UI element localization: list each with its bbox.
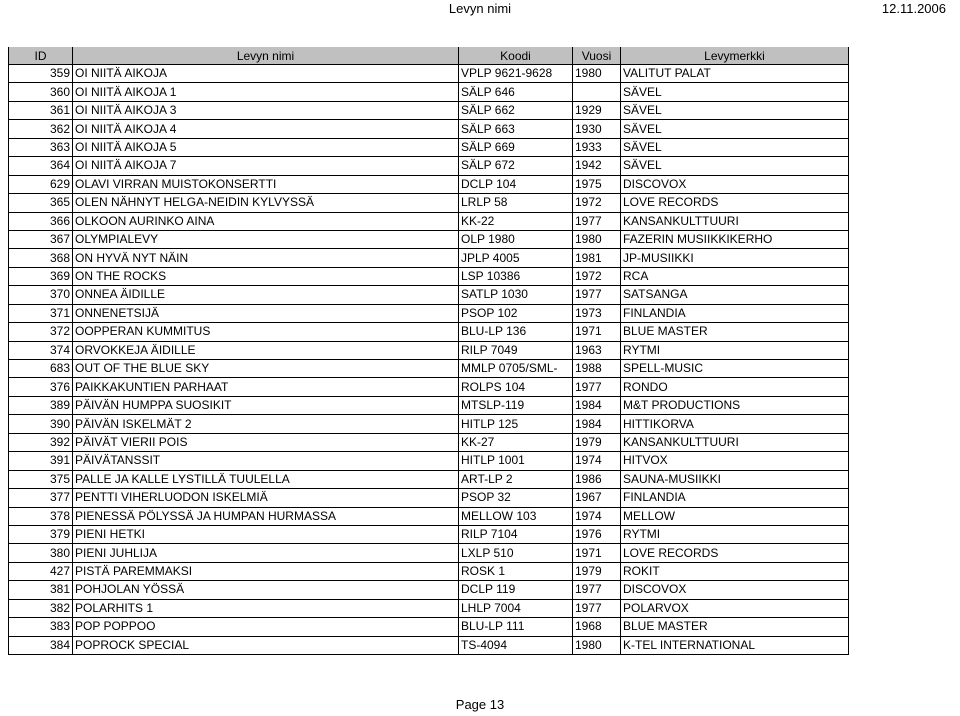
- table-row: [9, 101, 849, 119]
- cell-name: ORVOKKEJA ÄIDILLE: [73, 341, 459, 359]
- cell-code: ROLPS 104: [459, 378, 573, 396]
- cell-label: BLUE MASTER: [621, 618, 849, 636]
- cell-year: 1979: [573, 562, 621, 580]
- cell-code: TS-4094: [459, 636, 573, 654]
- cell-name: PISTÄ PAREMMAKSI: [73, 562, 459, 580]
- cell-year: 1977: [573, 599, 621, 617]
- cell-code: BLU-LP 111: [459, 618, 573, 636]
- cell-year: 1977: [573, 378, 621, 396]
- cell-name: ONNENETSIJÄ: [73, 304, 459, 322]
- cell-code: SÄLP 669: [459, 138, 573, 156]
- table-row: [9, 636, 849, 654]
- cell-id: 363: [9, 138, 73, 156]
- cell-year: 1967: [573, 489, 621, 507]
- table-row: [9, 581, 849, 599]
- page-header: [0, 0, 960, 20]
- cell-name: OOPPERAN KUMMITUS: [73, 323, 459, 341]
- table-row: [9, 194, 849, 212]
- cell-id: 360: [9, 83, 73, 101]
- cell-code: JPLP 4005: [459, 249, 573, 267]
- table-row: [9, 175, 849, 193]
- cell-id: 389: [9, 396, 73, 414]
- cell-id: 365: [9, 194, 73, 212]
- cell-label: SÄVEL: [621, 101, 849, 119]
- records-table: [8, 47, 849, 655]
- cell-code: DCLP 104: [459, 175, 573, 193]
- cell-code: OLP 1980: [459, 230, 573, 248]
- cell-name: OLKOON AURINKO AINA: [73, 212, 459, 230]
- table-row: [9, 525, 849, 543]
- cell-year: 1974: [573, 452, 621, 470]
- cell-label: FINLANDIA: [621, 304, 849, 322]
- cell-label: SATSANGA: [621, 286, 849, 304]
- cell-name: OI NIITÄ AIKOJA: [73, 65, 459, 83]
- table-row: [9, 157, 849, 175]
- cell-name: OLEN NÄHNYT HELGA-NEIDIN KYLVYSSÄ: [73, 194, 459, 212]
- cell-code: MTSLP-119: [459, 396, 573, 414]
- cell-year: 1974: [573, 507, 621, 525]
- cell-id: 362: [9, 120, 73, 138]
- table-row: [9, 120, 849, 138]
- table-row: [9, 433, 849, 451]
- cell-name: OI NIITÄ AIKOJA 5: [73, 138, 459, 156]
- cell-label: FINLANDIA: [621, 489, 849, 507]
- cell-code: KK-22: [459, 212, 573, 230]
- cell-label: POLARVOX: [621, 599, 849, 617]
- table-row: [9, 489, 849, 507]
- cell-name: POLARHITS 1: [73, 599, 459, 617]
- column-header-id: ID: [9, 47, 73, 65]
- table-row: [9, 83, 849, 101]
- cell-name: ON HYVÄ NYT NÄIN: [73, 249, 459, 267]
- page-footer: Page 13: [455, 697, 505, 712]
- cell-year: 1977: [573, 286, 621, 304]
- cell-code: ART-LP 2: [459, 470, 573, 488]
- cell-code: SATLP 1030: [459, 286, 573, 304]
- cell-code: PSOP 102: [459, 304, 573, 322]
- table-row: [9, 360, 849, 378]
- cell-id: 378: [9, 507, 73, 525]
- cell-code: SÄLP 662: [459, 101, 573, 119]
- cell-year: 1988: [573, 360, 621, 378]
- table-row: [9, 249, 849, 267]
- cell-id: 368: [9, 249, 73, 267]
- cell-code: LXLP 510: [459, 544, 573, 562]
- column-header-name: Levyn nimi: [73, 47, 459, 65]
- cell-name: OI NIITÄ AIKOJA 7: [73, 157, 459, 175]
- table-body: [9, 65, 849, 655]
- cell-code: LSP 10386: [459, 267, 573, 285]
- cell-name: POP POPPOO: [73, 618, 459, 636]
- cell-year: 1984: [573, 396, 621, 414]
- table-row: [9, 286, 849, 304]
- cell-id: 369: [9, 267, 73, 285]
- cell-name: PIENI JUHLIJA: [73, 544, 459, 562]
- cell-name: OUT OF THE BLUE SKY: [73, 360, 459, 378]
- cell-id: 376: [9, 378, 73, 396]
- cell-id: 371: [9, 304, 73, 322]
- cell-code: LRLP 58: [459, 194, 573, 212]
- cell-label: M&T PRODUCTIONS: [621, 396, 849, 414]
- cell-code: PSOP 32: [459, 489, 573, 507]
- cell-label: BLUE MASTER: [621, 323, 849, 341]
- cell-label: K-TEL INTERNATIONAL: [621, 636, 849, 654]
- column-header-year: Vuosi: [573, 47, 621, 65]
- cell-label: RYTMI: [621, 341, 849, 359]
- cell-id: 367: [9, 230, 73, 248]
- cell-code: BLU-LP 136: [459, 323, 573, 341]
- cell-year: 1973: [573, 304, 621, 322]
- cell-label: JP-MUSIIKKI: [621, 249, 849, 267]
- cell-id: 427: [9, 562, 73, 580]
- cell-name: ON THE ROCKS: [73, 267, 459, 285]
- cell-label: VALITUT PALAT: [621, 65, 849, 83]
- cell-id: 380: [9, 544, 73, 562]
- cell-id: 382: [9, 599, 73, 617]
- cell-label: LOVE RECORDS: [621, 544, 849, 562]
- cell-code: KK-27: [459, 433, 573, 451]
- cell-name: OLAVI VIRRAN MUISTOKONSERTTI: [73, 175, 459, 193]
- cell-name: PIENI HETKI: [73, 525, 459, 543]
- cell-year: 1980: [573, 230, 621, 248]
- cell-code: SÄLP 646: [459, 83, 573, 101]
- table-row: [9, 470, 849, 488]
- column-header-code: Koodi: [459, 47, 573, 65]
- cell-year: 1972: [573, 194, 621, 212]
- cell-id: 370: [9, 286, 73, 304]
- cell-id: 375: [9, 470, 73, 488]
- cell-code: HITLP 1001: [459, 452, 573, 470]
- cell-year: 1963: [573, 341, 621, 359]
- cell-label: RYTMI: [621, 525, 849, 543]
- cell-code: ROSK 1: [459, 562, 573, 580]
- cell-year: 1971: [573, 544, 621, 562]
- cell-name: POHJOLAN YÖSSÄ: [73, 581, 459, 599]
- table-row: [9, 452, 849, 470]
- cell-code: VPLP 9621-9628: [459, 65, 573, 83]
- cell-code: RILP 7104: [459, 525, 573, 543]
- cell-name: PENTTI VIHERLUODON ISKELMIÄ: [73, 489, 459, 507]
- cell-year: 1977: [573, 581, 621, 599]
- cell-year: 1975: [573, 175, 621, 193]
- cell-year: 1971: [573, 323, 621, 341]
- cell-code: HITLP 125: [459, 415, 573, 433]
- cell-id: 391: [9, 452, 73, 470]
- header-title: Levyn nimi: [448, 1, 512, 16]
- cell-id: 390: [9, 415, 73, 433]
- cell-year: 1981: [573, 249, 621, 267]
- cell-year: 1942: [573, 157, 621, 175]
- cell-label: DISCOVOX: [621, 175, 849, 193]
- cell-year: 1930: [573, 120, 621, 138]
- cell-year: 1980: [573, 65, 621, 83]
- table-row: [9, 65, 849, 83]
- cell-year: [573, 83, 621, 101]
- table-row: [9, 323, 849, 341]
- cell-id: 374: [9, 341, 73, 359]
- cell-id: 364: [9, 157, 73, 175]
- cell-year: 1976: [573, 525, 621, 543]
- cell-label: SÄVEL: [621, 120, 849, 138]
- cell-name: PÄIVÄT VIERII POIS: [73, 433, 459, 451]
- cell-label: LOVE RECORDS: [621, 194, 849, 212]
- table-row: [9, 415, 849, 433]
- cell-label: DISCOVOX: [621, 581, 849, 599]
- cell-id: 372: [9, 323, 73, 341]
- table-row: [9, 212, 849, 230]
- cell-code: DCLP 119: [459, 581, 573, 599]
- cell-year: 1972: [573, 267, 621, 285]
- cell-label: SPELL-MUSIC: [621, 360, 849, 378]
- cell-year: 1929: [573, 101, 621, 119]
- table-row: [9, 378, 849, 396]
- cell-id: 366: [9, 212, 73, 230]
- cell-year: 1979: [573, 433, 621, 451]
- table-header-row: [9, 47, 849, 65]
- cell-code: RILP 7049: [459, 341, 573, 359]
- cell-id: 379: [9, 525, 73, 543]
- cell-name: PÄIVÄTANSSIT: [73, 452, 459, 470]
- table-row: [9, 396, 849, 414]
- table-row: [9, 341, 849, 359]
- cell-label: RONDO: [621, 378, 849, 396]
- column-header-label: Levymerkki: [621, 47, 849, 65]
- cell-year: 1986: [573, 470, 621, 488]
- cell-id: 381: [9, 581, 73, 599]
- cell-name: OI NIITÄ AIKOJA 3: [73, 101, 459, 119]
- cell-label: MELLOW: [621, 507, 849, 525]
- cell-label: KANSANKULTTUURI: [621, 433, 849, 451]
- cell-label: ROKIT: [621, 562, 849, 580]
- cell-code: MELLOW 103: [459, 507, 573, 525]
- cell-label: SÄVEL: [621, 138, 849, 156]
- cell-code: MMLP 0705/SML-: [459, 360, 573, 378]
- cell-name: OI NIITÄ AIKOJA 4: [73, 120, 459, 138]
- cell-id: 383: [9, 618, 73, 636]
- cell-name: POPROCK SPECIAL: [73, 636, 459, 654]
- cell-year: 1933: [573, 138, 621, 156]
- table-row: [9, 562, 849, 580]
- cell-id: 377: [9, 489, 73, 507]
- table-row: [9, 507, 849, 525]
- cell-label: RCA: [621, 267, 849, 285]
- cell-name: PÄIVÄN HUMPPA SUOSIKIT: [73, 396, 459, 414]
- cell-year: 1977: [573, 212, 621, 230]
- cell-label: SÄVEL: [621, 83, 849, 101]
- table-row: [9, 544, 849, 562]
- cell-label: HITVOX: [621, 452, 849, 470]
- cell-code: LHLP 7004: [459, 599, 573, 617]
- cell-year: 1980: [573, 636, 621, 654]
- cell-id: 359: [9, 65, 73, 83]
- table-row: [9, 138, 849, 156]
- cell-label: HITTIKORVA: [621, 415, 849, 433]
- cell-label: SÄVEL: [621, 157, 849, 175]
- cell-label: SAUNA-MUSIIKKI: [621, 470, 849, 488]
- cell-name: ONNEA ÄIDILLE: [73, 286, 459, 304]
- table-row: [9, 230, 849, 248]
- cell-label: KANSANKULTTUURI: [621, 212, 849, 230]
- table-row: [9, 599, 849, 617]
- cell-name: PÄIVÄN ISKELMÄT 2: [73, 415, 459, 433]
- cell-code: SÄLP 672: [459, 157, 573, 175]
- cell-name: OLYMPIALEVY: [73, 230, 459, 248]
- cell-id: 384: [9, 636, 73, 654]
- cell-name: OI NIITÄ AIKOJA 1: [73, 83, 459, 101]
- table-row: [9, 618, 849, 636]
- cell-name: PALLE JA KALLE LYSTILLÄ TUULELLA: [73, 470, 459, 488]
- table-row: [9, 267, 849, 285]
- cell-id: 361: [9, 101, 73, 119]
- cell-year: 1968: [573, 618, 621, 636]
- cell-name: PIENESSÄ PÖLYSSÄ JA HUMPAN HURMASSA: [73, 507, 459, 525]
- cell-code: SÄLP 663: [459, 120, 573, 138]
- table-row: [9, 304, 849, 322]
- cell-id: 683: [9, 360, 73, 378]
- cell-id: 629: [9, 175, 73, 193]
- cell-label: FAZERIN MUSIIKKIKERHO: [621, 230, 849, 248]
- cell-name: PAIKKAKUNTIEN PARHAAT: [73, 378, 459, 396]
- header-date: 12.11.2006: [881, 1, 946, 16]
- cell-year: 1984: [573, 415, 621, 433]
- cell-id: 392: [9, 433, 73, 451]
